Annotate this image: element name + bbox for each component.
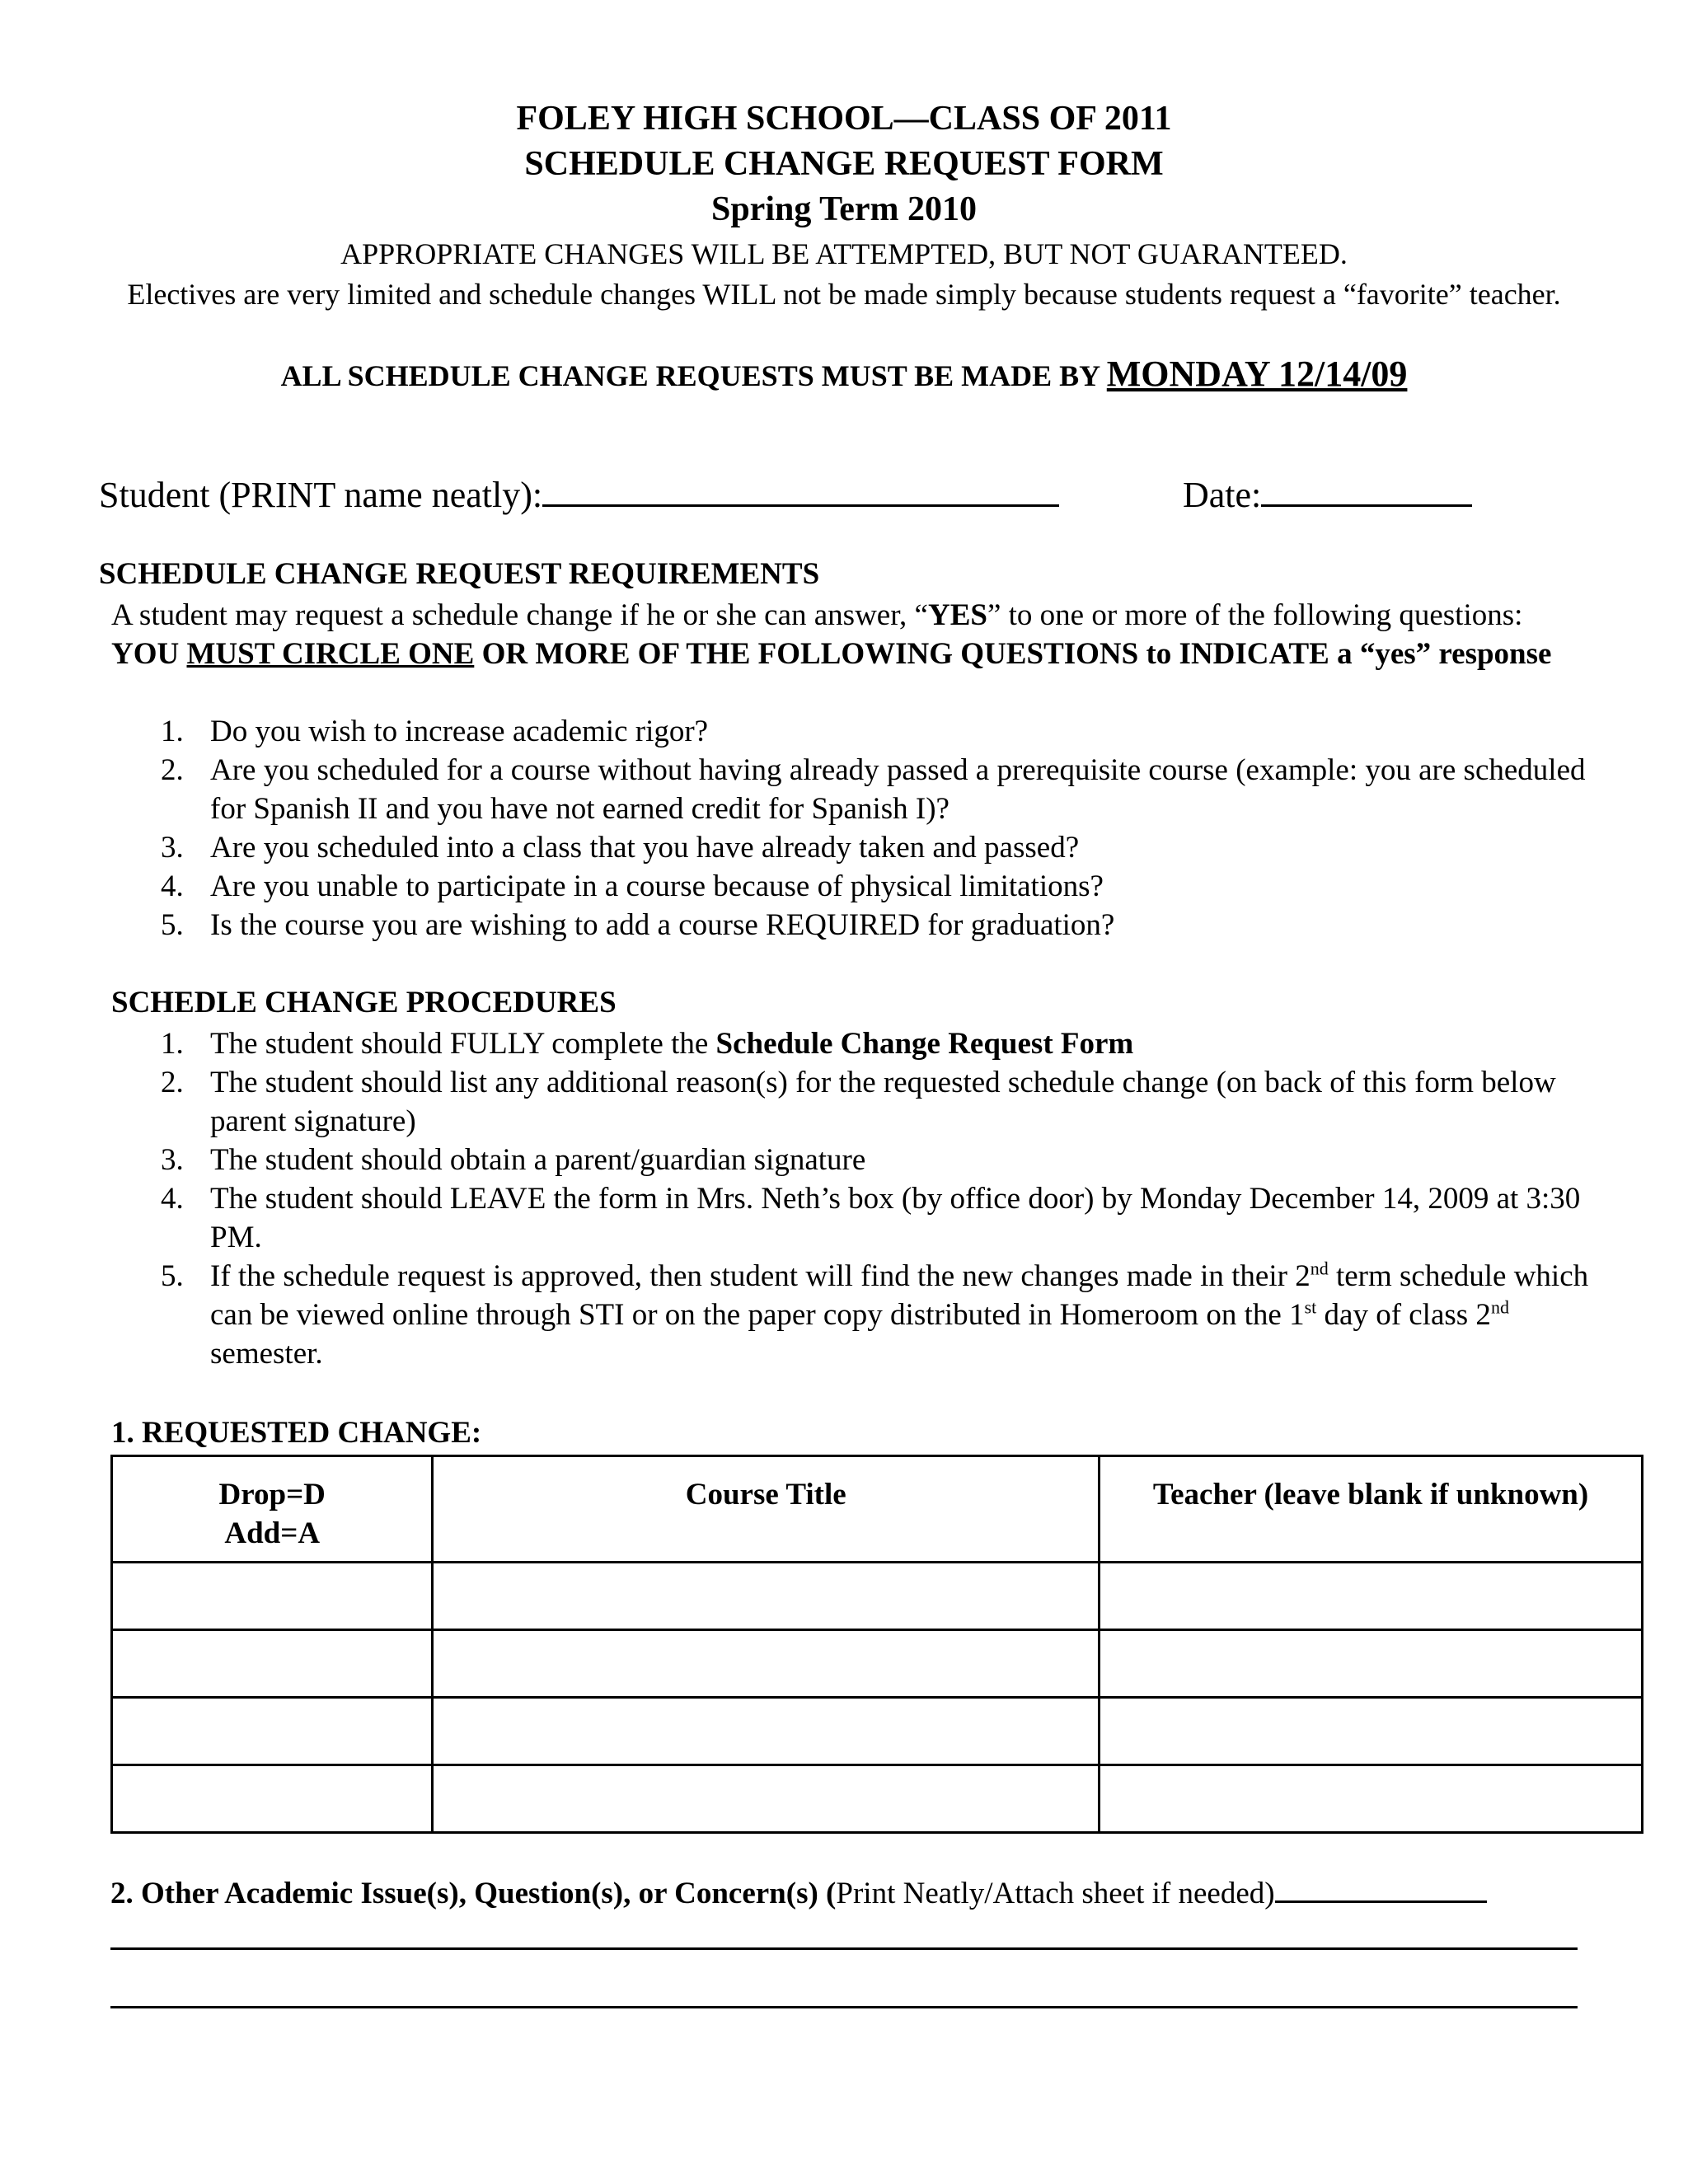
- table-row: [112, 1630, 1643, 1698]
- item-text: The student should LEAVE the form in Mrs. Neth’s box (by office door) by Monday December 14, 2009 at 3:30 PM.: [210, 1182, 1581, 1254]
- item-number: 5.: [161, 908, 184, 942]
- item-text: If the schedule request is approved, then student will find the new changes made in their 2: [210, 1259, 1311, 1293]
- item-number: 3.: [161, 1143, 184, 1177]
- requirements-list: [0, 712, 1688, 944]
- other-heading-bold: 2. Other Academic Issue(s), Question(s), or Concern(s) (: [110, 1877, 837, 1910]
- student-name-field: [99, 471, 1059, 516]
- requirements-heading: SCHEDULE CHANGE REQUEST REQUIREMENTS: [99, 557, 820, 591]
- procedures-heading: SCHEDLE CHANGE PROCEDURES: [111, 986, 617, 1019]
- notice-text: APPROPRIATE CHANGES WILL BE ATTEMPTED, BUT NOT GUARANTEED.: [340, 237, 1348, 270]
- deadline-prefix: ALL SCHEDULE CHANGE REQUESTS MUST BE MADE BY: [280, 359, 1107, 392]
- intro-bold-1: YOU: [111, 637, 187, 671]
- other-issues-line[interactable]: [110, 2006, 1578, 2008]
- other-heading-note: Print Neatly/Attach sheet if needed): [836, 1877, 1275, 1910]
- date-blank[interactable]: [1261, 471, 1472, 507]
- column-header-course-title: Course Title: [433, 1456, 1100, 1563]
- item-text: Are you unable to participate in a course because of physical limitations?: [210, 869, 1104, 903]
- intro-underline: MUST CIRCLE ONE: [186, 637, 475, 671]
- teacher-cell[interactable]: [1100, 1630, 1643, 1698]
- course-title-cell[interactable]: [433, 1765, 1100, 1833]
- item-text: semester.: [210, 1337, 323, 1371]
- drop-add-cell[interactable]: [112, 1630, 433, 1698]
- school-title: FOLEY HIGH SCHOOL—CLASS OF 2011: [516, 100, 1172, 138]
- list-item: [0, 1141, 1688, 1179]
- course-title-cell[interactable]: [433, 1563, 1100, 1630]
- list-item[interactable]: [0, 906, 1688, 944]
- column-header-teacher: Teacher (leave blank if unknown): [1100, 1456, 1643, 1563]
- deadline-line: [0, 353, 1688, 395]
- electives-note: Electives are very limited and schedule changes WILL not be made simply because students request a “favorite” teacher.: [127, 278, 1561, 311]
- table-row: [112, 1563, 1643, 1630]
- item-text: Are you scheduled for a course without having already passed a prerequisite course (example: you are scheduled for Spanish II and you have not earned credit for Spanish I)?: [210, 753, 1586, 826]
- list-item[interactable]: [0, 712, 1688, 751]
- deadline-date: MONDAY 12/14/09: [1106, 354, 1408, 394]
- drop-label: Drop=D: [218, 1478, 326, 1511]
- list-item[interactable]: [0, 828, 1688, 867]
- intro-yes: YES: [927, 598, 987, 632]
- other-issues-blank[interactable]: [1275, 1872, 1487, 1903]
- course-title-cell[interactable]: [433, 1630, 1100, 1698]
- other-issues-line[interactable]: [110, 1947, 1578, 1950]
- superscript: nd: [1490, 1296, 1509, 1318]
- item-text: Are you scheduled into a class that you have already taken and passed?: [210, 831, 1080, 865]
- list-item: [0, 1063, 1688, 1141]
- student-name-blank[interactable]: [542, 471, 1059, 507]
- item-number: 4.: [161, 869, 184, 903]
- teacher-cell[interactable]: [1100, 1563, 1643, 1630]
- procedures-list: [0, 1024, 1688, 1373]
- item-text: The student should FULLY complete the: [210, 1027, 716, 1061]
- item-number: 1.: [161, 1027, 184, 1061]
- item-text: Do you wish to increase academic rigor?: [210, 715, 709, 748]
- list-item: [0, 1257, 1688, 1373]
- item-number: 4.: [161, 1182, 184, 1216]
- item-number: 1.: [161, 715, 184, 748]
- item-text: The student should obtain a parent/guardian signature: [210, 1143, 866, 1177]
- item-text: day of class 2: [1316, 1298, 1491, 1332]
- requested-change-heading: 1. REQUESTED CHANGE:: [111, 1416, 482, 1450]
- teacher-cell[interactable]: [1100, 1765, 1643, 1833]
- drop-add-cell[interactable]: [112, 1765, 433, 1833]
- course-title-cell[interactable]: [433, 1698, 1100, 1765]
- superscript: nd: [1310, 1258, 1329, 1279]
- requirements-intro: [111, 596, 1595, 673]
- item-text: term schedule which can be viewed online through STI or on the paper copy distributed in Homeroom on the 1: [210, 1259, 1589, 1332]
- table-header-row: [112, 1456, 1643, 1563]
- superscript: st: [1304, 1296, 1317, 1318]
- add-label: Add=A: [224, 1516, 321, 1550]
- item-number: 2.: [161, 753, 184, 787]
- date-field: [1183, 471, 1472, 516]
- teacher-cell[interactable]: [1100, 1698, 1643, 1765]
- list-item[interactable]: [0, 751, 1688, 828]
- item-number: 5.: [161, 1259, 184, 1293]
- requested-change-table: [110, 1455, 1643, 1834]
- item-number: 2.: [161, 1066, 184, 1099]
- table-row: [112, 1765, 1643, 1833]
- item-text: The student should list any additional reason(s) for the requested schedule change (on back of this form below parent signature): [210, 1066, 1556, 1138]
- intro-text-1: A student may request a schedule change if he or she can answer, “: [111, 598, 928, 632]
- item-bold-text: Schedule Change Request Form: [715, 1027, 1134, 1061]
- term-title: Spring Term 2010: [710, 190, 978, 228]
- item-text: Is the course you are wishing to add a course REQUIRED for graduation?: [210, 908, 1115, 942]
- table-row: [112, 1698, 1643, 1765]
- other-issues-heading: [110, 1872, 1578, 1911]
- intro-bold-2: OR MORE OF THE FOLLOWING QUESTIONS to INDICATE a “yes” response: [474, 637, 1552, 671]
- intro-text-2: ” to one or more of the following questions:: [987, 598, 1523, 632]
- drop-add-cell[interactable]: [112, 1563, 433, 1630]
- column-header-drop-add: [112, 1456, 433, 1563]
- item-number: 3.: [161, 831, 184, 865]
- list-item: [0, 1024, 1688, 1063]
- student-name-label: Student (PRINT name neatly):: [99, 475, 543, 515]
- date-label: Date:: [1183, 475, 1262, 515]
- drop-add-cell[interactable]: [112, 1698, 433, 1765]
- form-title: SCHEDULE CHANGE REQUEST FORM: [524, 145, 1164, 183]
- list-item: [0, 1179, 1688, 1257]
- list-item[interactable]: [0, 867, 1688, 906]
